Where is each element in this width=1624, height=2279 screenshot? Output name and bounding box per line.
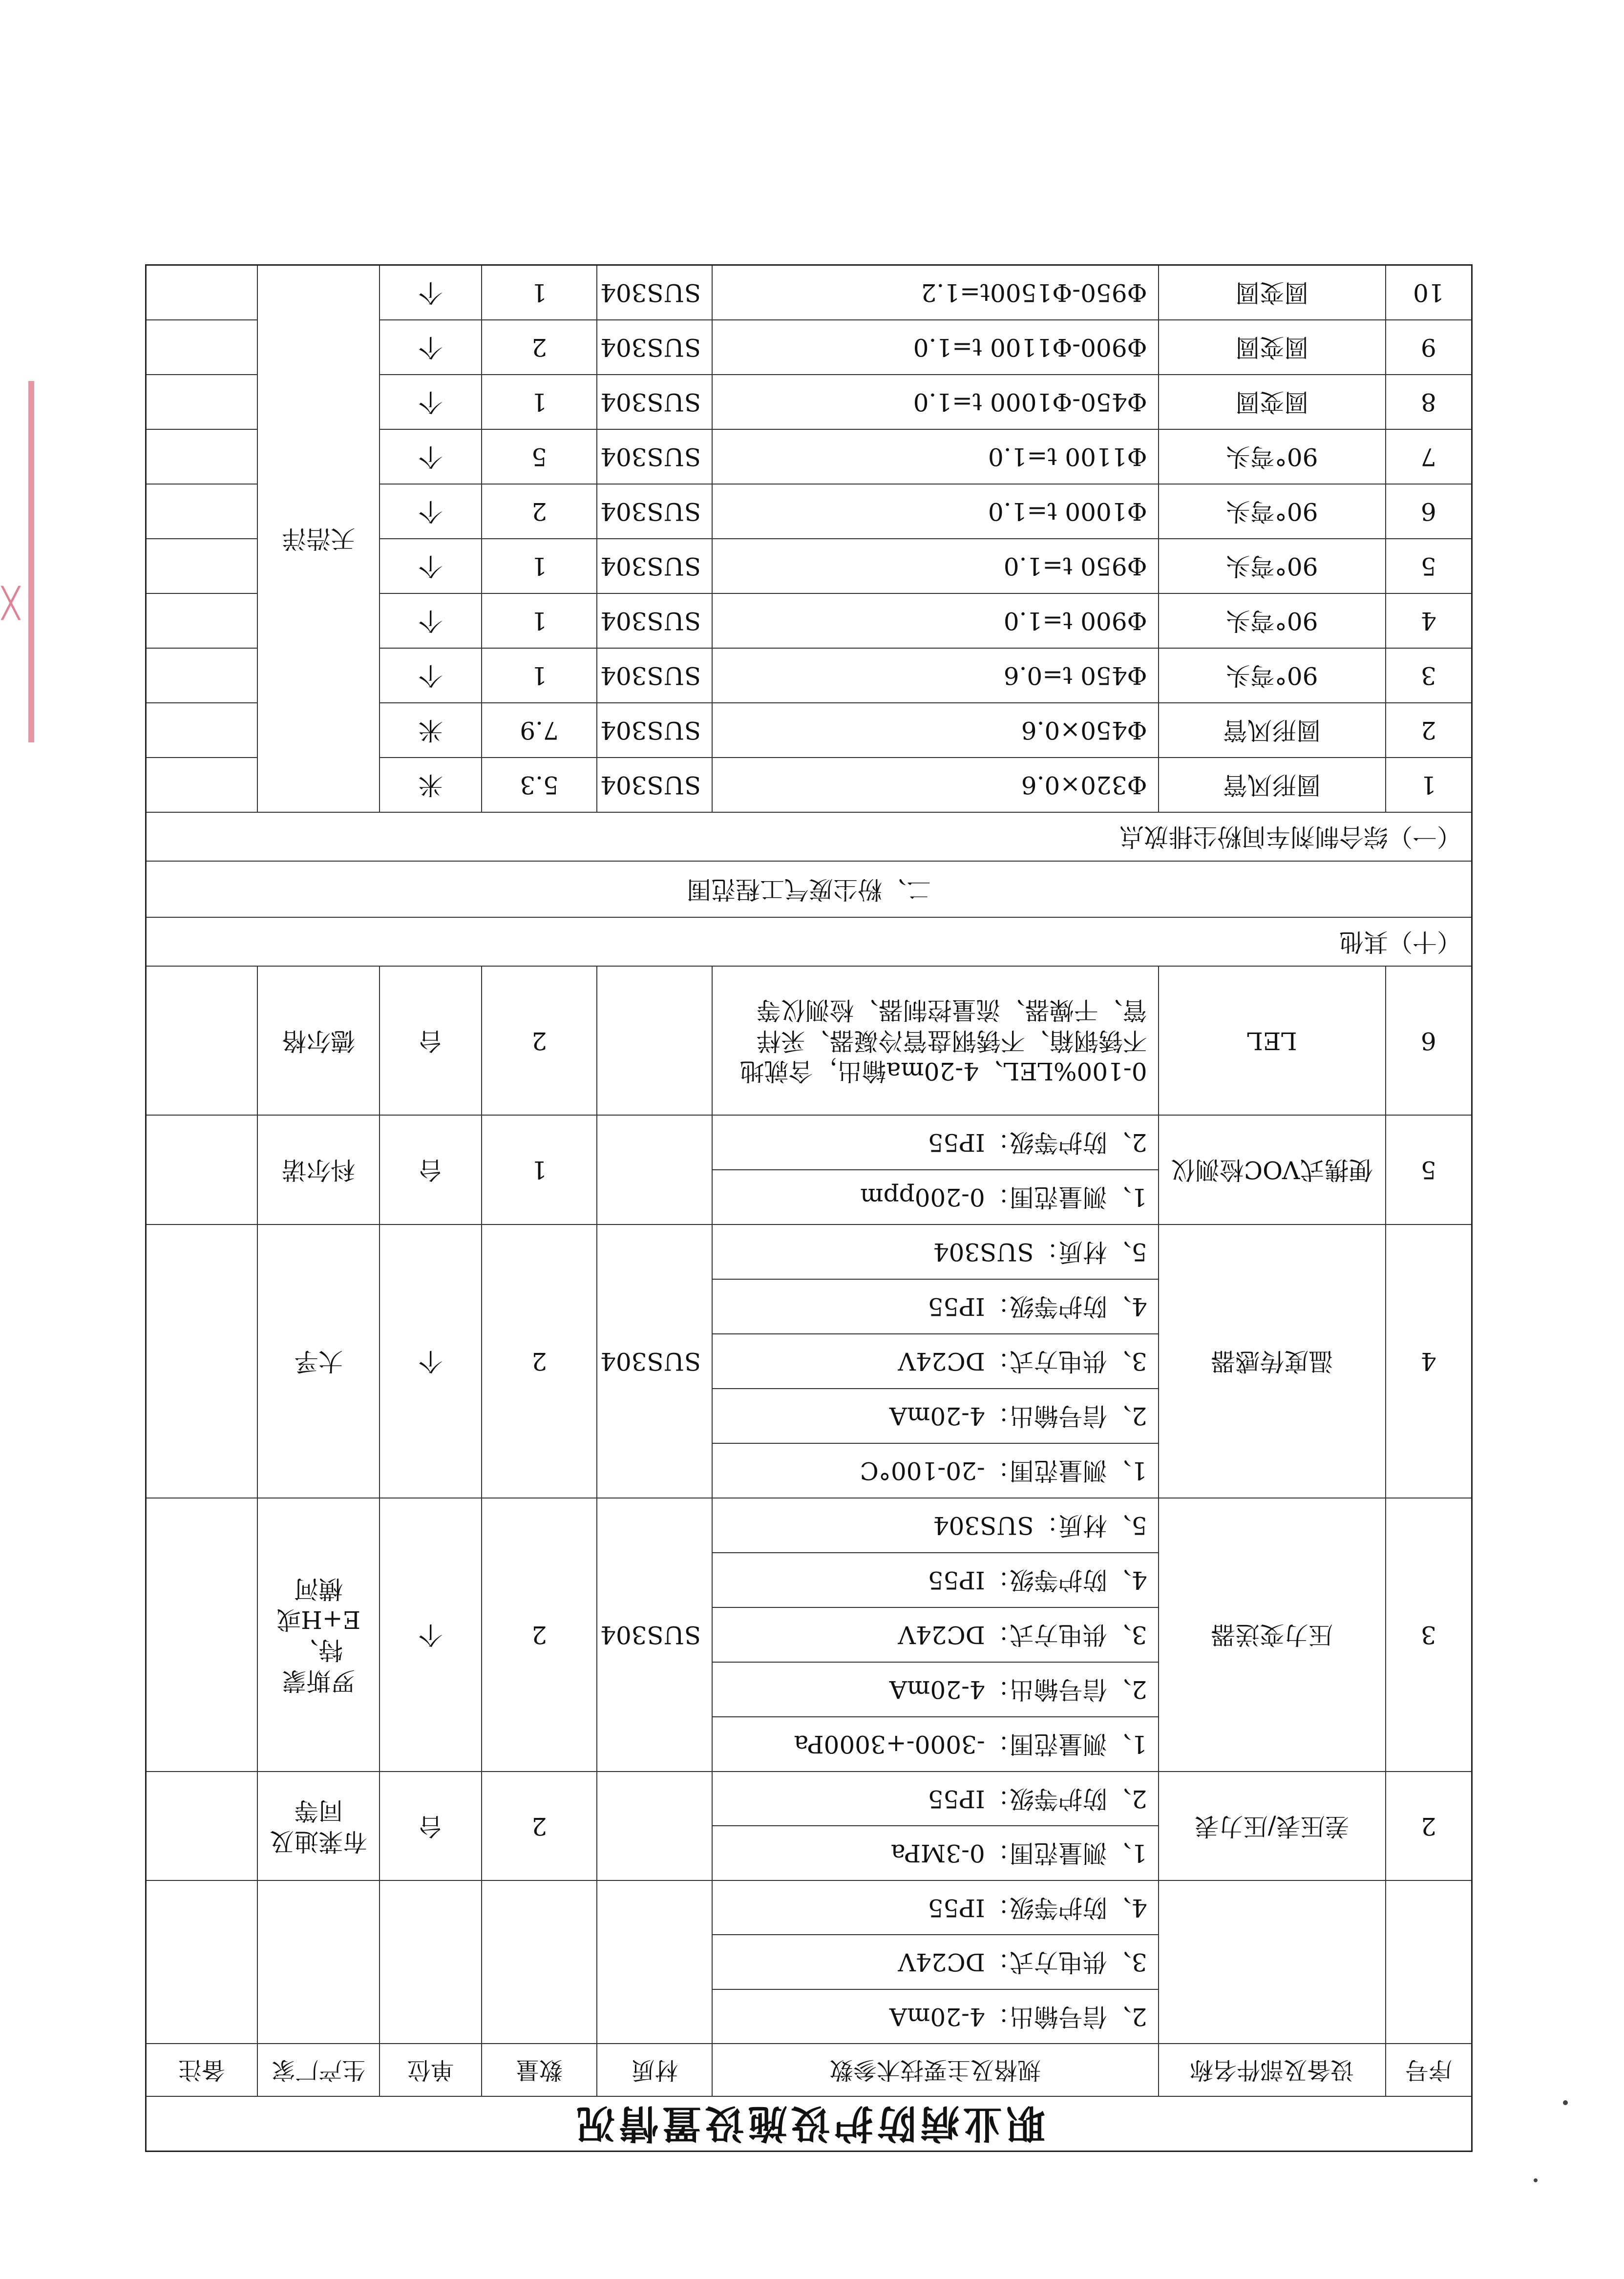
page-title: 职业病防护设施设置情况 — [146, 2096, 1472, 2152]
spec-line: 3、供电方式：DC24V — [712, 1935, 1158, 1989]
cell-material — [597, 1115, 712, 1224]
duct-name: 圆变圆 — [1159, 265, 1386, 320]
spec-line: 5、材质：SUS304 — [712, 1498, 1158, 1553]
cell-name — [1159, 1880, 1386, 2044]
duct-no: 6 — [1386, 484, 1472, 539]
duct-remark — [146, 429, 257, 484]
header-material: 材质 — [597, 2044, 712, 2096]
duct-spec: Φ450×0.6 — [712, 703, 1158, 758]
cell-maker: 德尔格 — [257, 966, 380, 1115]
cell-qty: 2 — [482, 1224, 597, 1498]
cell-no — [1386, 1880, 1472, 2044]
duct-qty: 2 — [482, 484, 597, 539]
cell-maker: 大孚 — [257, 1224, 380, 1498]
duct-spec: Φ900 t=1.0 — [712, 593, 1158, 648]
header-remark: 备注 — [146, 2044, 257, 2096]
cell-maker: 布莱迪及同等 — [257, 1772, 380, 1880]
spec-line: 4、防护等级：IP55 — [712, 1553, 1158, 1607]
duct-remark — [146, 539, 257, 593]
duct-no: 4 — [1386, 593, 1472, 648]
header-name: 设备及部件名称 — [1159, 2044, 1386, 2096]
duct-name: 圆形风管 — [1159, 703, 1386, 758]
cell-no: 6 — [1386, 966, 1472, 1115]
duct-name: 圆变圆 — [1159, 320, 1386, 375]
cell-remark — [146, 1772, 257, 1880]
duct-qty: 5 — [482, 429, 597, 484]
duct-qty: 1 — [482, 593, 597, 648]
duct-unit: 个 — [380, 320, 481, 375]
duct-remark — [146, 758, 257, 812]
cell-no: 4 — [1386, 1224, 1472, 1498]
section-other: （十）其他 — [146, 917, 1472, 966]
duct-qty: 1 — [482, 539, 597, 593]
duct-spec: Φ950 t=1.0 — [712, 539, 1158, 593]
cell-no: 2 — [1386, 1772, 1472, 1880]
header-spec: 规格及主要技术参数 — [712, 2044, 1158, 2096]
header-no: 序号 — [1386, 2044, 1472, 2096]
duct-remark — [146, 648, 257, 703]
duct-material: SUS304 — [597, 758, 712, 812]
cell-qty: 2 — [482, 1498, 597, 1772]
header-maker: 生产厂家 — [257, 2044, 380, 2096]
duct-qty: 5.3 — [482, 758, 597, 812]
duct-unit: 个 — [380, 539, 481, 593]
spec-line: 2、信号输出：4-20mA — [712, 1389, 1158, 1443]
spec-line: 2、信号输出：4-20mA — [712, 1989, 1158, 2044]
duct-unit: 个 — [380, 648, 481, 703]
seal-fragment-icon: ╳ — [2, 586, 20, 620]
cell-name: 便携式VOC检测仪 — [1159, 1115, 1386, 1224]
duct-name: 90°弯头 — [1159, 484, 1386, 539]
cell-qty: 2 — [482, 1772, 597, 1880]
header-unit: 单位 — [380, 2044, 481, 2096]
cell-qty: 2 — [482, 966, 597, 1115]
duct-no: 1 — [1386, 758, 1472, 812]
duct-spec: Φ1100 t=1.0 — [712, 429, 1158, 484]
spec-line: 1、测量范围：-3000-+3000Pa — [712, 1717, 1158, 1772]
spec-line: 2、信号输出：4-20mA — [712, 1662, 1158, 1717]
cell-material — [597, 1880, 712, 2044]
cell-name: 差压表/压力表 — [1159, 1772, 1386, 1880]
cell-maker — [257, 1880, 380, 2044]
cell-unit: 台 — [380, 1115, 481, 1224]
duct-unit: 米 — [380, 703, 481, 758]
duct-no: 2 — [1386, 703, 1472, 758]
cell-material: SUS304 — [597, 1498, 712, 1772]
cell-remark — [146, 1115, 257, 1224]
duct-qty: 7.9 — [482, 703, 597, 758]
cell-remark — [146, 1498, 257, 1772]
duct-no: 10 — [1386, 265, 1472, 320]
section-project-scope: 二、粉尘废气工程范围 — [146, 861, 1472, 917]
spec-line: 5、材质：SUS304 — [712, 1224, 1158, 1279]
duct-material: SUS304 — [597, 265, 712, 320]
duct-spec: Φ900-Φ1100 t=1.0 — [712, 320, 1158, 375]
section-dust-emission: （一）综合制剂车间粉尘排放点 — [146, 812, 1472, 861]
cell-unit: 个 — [380, 1224, 481, 1498]
duct-unit: 米 — [380, 758, 481, 812]
spec-text: 0-100%LEL、4-20ma输出，含就地不锈钢箱、不锈钢盘管冷凝器、采样管、干燥器、流量控制器、检测仪等 — [712, 966, 1158, 1115]
duct-material: SUS304 — [597, 320, 712, 375]
cell-name: 压力变送器 — [1159, 1498, 1386, 1772]
cell-unit: 台 — [380, 1772, 481, 1880]
spec-line: 1、测量范围：0-3MPa — [712, 1826, 1158, 1880]
cell-remark — [146, 966, 257, 1115]
duct-qty: 1 — [482, 375, 597, 429]
cell-qty: 1 — [482, 1115, 597, 1224]
duct-material: SUS304 — [597, 484, 712, 539]
duct-spec: Φ450-Φ1000 t=1.0 — [712, 375, 1158, 429]
duct-qty: 1 — [482, 265, 597, 320]
duct-remark — [146, 320, 257, 375]
protection-facilities-table — [145, 265, 1473, 2152]
spec-line: 1、测量范围：0-200ppm — [712, 1170, 1158, 1224]
cell-material: SUS304 — [597, 1224, 712, 1498]
duct-maker: 天浩洋 — [257, 265, 380, 812]
spec-line: 4、防护等级：IP55 — [712, 1880, 1158, 1935]
duct-unit: 个 — [380, 265, 481, 320]
spec-line: 2、防护等级：IP55 — [712, 1115, 1158, 1170]
spec-line: 4、防护等级：IP55 — [712, 1279, 1158, 1334]
duct-name: 90°弯头 — [1159, 429, 1386, 484]
duct-name: 90°弯头 — [1159, 539, 1386, 593]
duct-remark — [146, 375, 257, 429]
duct-qty: 1 — [482, 648, 597, 703]
duct-remark — [146, 265, 257, 320]
duct-unit: 个 — [380, 375, 481, 429]
duct-spec: Φ320×0.6 — [712, 758, 1158, 812]
cell-unit — [380, 1880, 481, 2044]
cell-qty — [482, 1880, 597, 2044]
duct-material: SUS304 — [597, 375, 712, 429]
cell-material — [597, 966, 712, 1115]
duct-unit: 个 — [380, 484, 481, 539]
duct-material: SUS304 — [597, 703, 712, 758]
cell-maker: 罗斯蒙特、E+H或横河 — [257, 1498, 380, 1772]
duct-name: 90°弯头 — [1159, 593, 1386, 648]
duct-no: 9 — [1386, 320, 1472, 375]
cell-no: 5 — [1386, 1115, 1472, 1224]
duct-unit: 个 — [380, 429, 481, 484]
duct-remark — [146, 484, 257, 539]
duct-spec: Φ450 t=0.6 — [712, 648, 1158, 703]
cell-material — [597, 1772, 712, 1880]
duct-spec: Φ950-Φ1500t=1.2 — [712, 265, 1158, 320]
duct-material: SUS304 — [597, 539, 712, 593]
header-qty: 数量 — [482, 2044, 597, 2096]
duct-material: SUS304 — [597, 593, 712, 648]
cell-name: 温度传感器 — [1159, 1224, 1386, 1498]
duct-name: 圆变圆 — [1159, 375, 1386, 429]
cell-remark — [146, 1880, 257, 2044]
duct-no: 5 — [1386, 539, 1472, 593]
duct-material: SUS304 — [597, 648, 712, 703]
cell-unit: 个 — [380, 1498, 481, 1772]
cell-name: LEL — [1159, 966, 1386, 1115]
cell-maker: 科尔诺 — [257, 1115, 380, 1224]
duct-remark — [146, 593, 257, 648]
duct-name: 90°弯头 — [1159, 648, 1386, 703]
spec-line: 1、测量范围：-20-100°C — [712, 1443, 1158, 1498]
spec-line: 3、供电方式：DC24V — [712, 1607, 1158, 1662]
duct-material: SUS304 — [597, 429, 712, 484]
cell-unit: 台 — [380, 966, 481, 1115]
duct-unit: 个 — [380, 593, 481, 648]
duct-qty: 2 — [482, 320, 597, 375]
spec-line: 2、防护等级：IP55 — [712, 1772, 1158, 1826]
duct-remark — [146, 703, 257, 758]
duct-no: 7 — [1386, 429, 1472, 484]
duct-name: 圆形风管 — [1159, 758, 1386, 812]
duct-spec: Φ1000 t=1.0 — [712, 484, 1158, 539]
duct-no: 8 — [1386, 375, 1472, 429]
duct-no: 3 — [1386, 648, 1472, 703]
cell-no: 3 — [1386, 1498, 1472, 1772]
cell-remark — [146, 1224, 257, 1498]
spec-line: 3、供电方式：DC24V — [712, 1334, 1158, 1389]
